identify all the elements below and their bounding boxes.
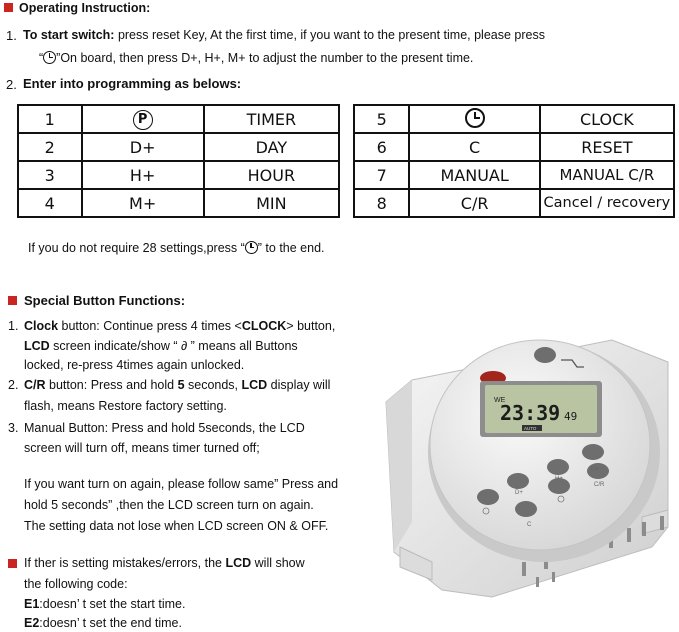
special-1-number: 1. (8, 319, 19, 333)
p-circle-icon: P (133, 110, 153, 130)
e1-text: :doesn’ t set the start time. (39, 597, 186, 611)
lcd-tag: AUTO (524, 426, 537, 431)
t: will show (251, 556, 305, 570)
special-3-number: 3. (8, 421, 19, 435)
special-2-line1 (24, 378, 330, 393)
program-table-right (353, 104, 675, 218)
cr-bold: C/R (24, 378, 46, 392)
function-cell: HOUR (204, 161, 339, 189)
t: seconds, (184, 378, 242, 392)
bullet-square-icon (8, 559, 17, 568)
clock-caps: CLOCK (241, 319, 287, 333)
step1-line2-text: ”On board, then press D+, H+, M+ to adjust the number to the present time. (56, 51, 474, 65)
function-cell: Cancel / recovery (540, 189, 674, 217)
function-cell: DAY (204, 133, 339, 161)
table-row (18, 105, 339, 133)
function-cell: MANUAL C/R (540, 161, 674, 189)
lcd-bold: LCD (225, 556, 252, 570)
operating-heading: Operating Instruction: (19, 1, 151, 15)
timer-device-image (372, 322, 677, 612)
table-row (354, 189, 674, 217)
special-3-line1: Manual Button: Press and hold 5seconds, the LCD (24, 421, 305, 435)
m-plus-button (582, 444, 604, 460)
clock-icon (245, 241, 258, 254)
function-cell: CLOCK (540, 105, 674, 133)
key-cell: C (409, 133, 539, 161)
key-cell: H+ (82, 161, 204, 189)
function-cell: TIMER (204, 105, 339, 133)
step-number-cell: 2 (18, 133, 82, 161)
table-row (18, 161, 339, 189)
step-number-cell: 8 (354, 189, 409, 217)
key-cell: C/R (409, 189, 539, 217)
special-1-line2 (24, 339, 298, 354)
clock-icon (43, 51, 56, 64)
step-number-cell: 7 (354, 161, 409, 189)
t: If ther is setting mistakes/errors, the (24, 556, 226, 570)
lcd-bold: LCD (24, 339, 50, 353)
special-2-line2: flash, means Restore factory setting. (24, 399, 227, 413)
step1-bold: To start switch: (23, 28, 115, 42)
table-row (354, 105, 674, 133)
special-1-line3: locked, re-press 4times again unlocked. (24, 358, 245, 372)
five-bold: 5 (177, 378, 185, 392)
lcd-seconds: 49 (564, 410, 578, 423)
key-cell: MANUAL (409, 161, 539, 189)
function-cell: RESET (540, 133, 674, 161)
program-table-left (17, 104, 340, 218)
d-plus-button (507, 473, 529, 489)
step-number-cell: 1 (18, 105, 82, 133)
note-line (28, 241, 325, 256)
lcd-time: 23:39 (500, 401, 561, 425)
table-row (18, 133, 339, 161)
quote-open: “ (39, 51, 44, 65)
step-number-cell: 4 (18, 189, 82, 217)
e1-code: E1 (24, 597, 40, 611)
error-e2 (24, 616, 182, 631)
d-plus-label: D+ (515, 490, 523, 496)
note-pre: If you do not require 28 settings,press “ (28, 241, 245, 255)
special-para-line1: If you want turn on again, please follow same” Press and (24, 477, 339, 491)
key-cell (409, 105, 539, 133)
step1-line2 (39, 51, 473, 66)
cr-label: C/R (594, 482, 605, 488)
special-3-line2: screen will turn off, means timer turned off; (24, 441, 260, 455)
key-cell: M+ (82, 189, 204, 217)
t: > button, (286, 319, 336, 333)
c-button (515, 501, 537, 517)
t: button: Press and hold (45, 378, 178, 392)
special-para-line2: hold 5 seconds” ,then the LCD screen turn on again. (24, 498, 314, 512)
step1-number: 1. (6, 28, 17, 43)
c-label: C (527, 522, 532, 528)
table-row (354, 161, 674, 189)
step-number-cell: 6 (354, 133, 409, 161)
lcd-bold: LCD (241, 378, 268, 392)
errors-line2: the following code: (24, 577, 128, 591)
t: display will (267, 378, 331, 392)
special-heading: Special Button Functions: (24, 293, 186, 308)
clock-bold: Clock (24, 319, 59, 333)
t: screen indicate/show “ ∂ ” means all Buttons (49, 339, 298, 353)
key-cell (82, 105, 204, 133)
clock-icon (465, 108, 485, 128)
e2-text: :doesn’ t set the end time. (39, 616, 182, 630)
t: button: Continue press 4 times < (58, 319, 242, 333)
step-number-cell: 5 (354, 105, 409, 133)
d-plus-button-top (547, 459, 569, 475)
error-e1 (24, 597, 185, 612)
m-plus-label: M+ (591, 467, 600, 473)
lcd-day: WE (494, 397, 506, 404)
special-para-line3: The setting data not lose when LCD screen ON & OFF. (24, 519, 329, 533)
step1-text: press reset Key, At the first time, if you want to the present time, please press (117, 28, 545, 42)
step2-text: Enter into programming as belows: (23, 76, 242, 91)
e2-code: E2 (24, 616, 40, 630)
step-number-cell: 3 (18, 161, 82, 189)
errors-line1 (24, 556, 305, 571)
step1-line1 (23, 28, 545, 43)
top-button (534, 347, 556, 363)
note-post: ” to the end. (257, 241, 325, 255)
step2-number: 2. (6, 77, 17, 92)
table-row (18, 189, 339, 217)
special-2-number: 2. (8, 378, 19, 392)
function-cell: MIN (204, 189, 339, 217)
h-plus-label: H+ (555, 476, 563, 482)
clock-button (477, 489, 499, 505)
key-cell: D+ (82, 133, 204, 161)
bullet-square-icon (4, 3, 13, 12)
special-1-line1 (24, 319, 335, 334)
bullet-square-icon (8, 296, 17, 305)
table-row (354, 133, 674, 161)
